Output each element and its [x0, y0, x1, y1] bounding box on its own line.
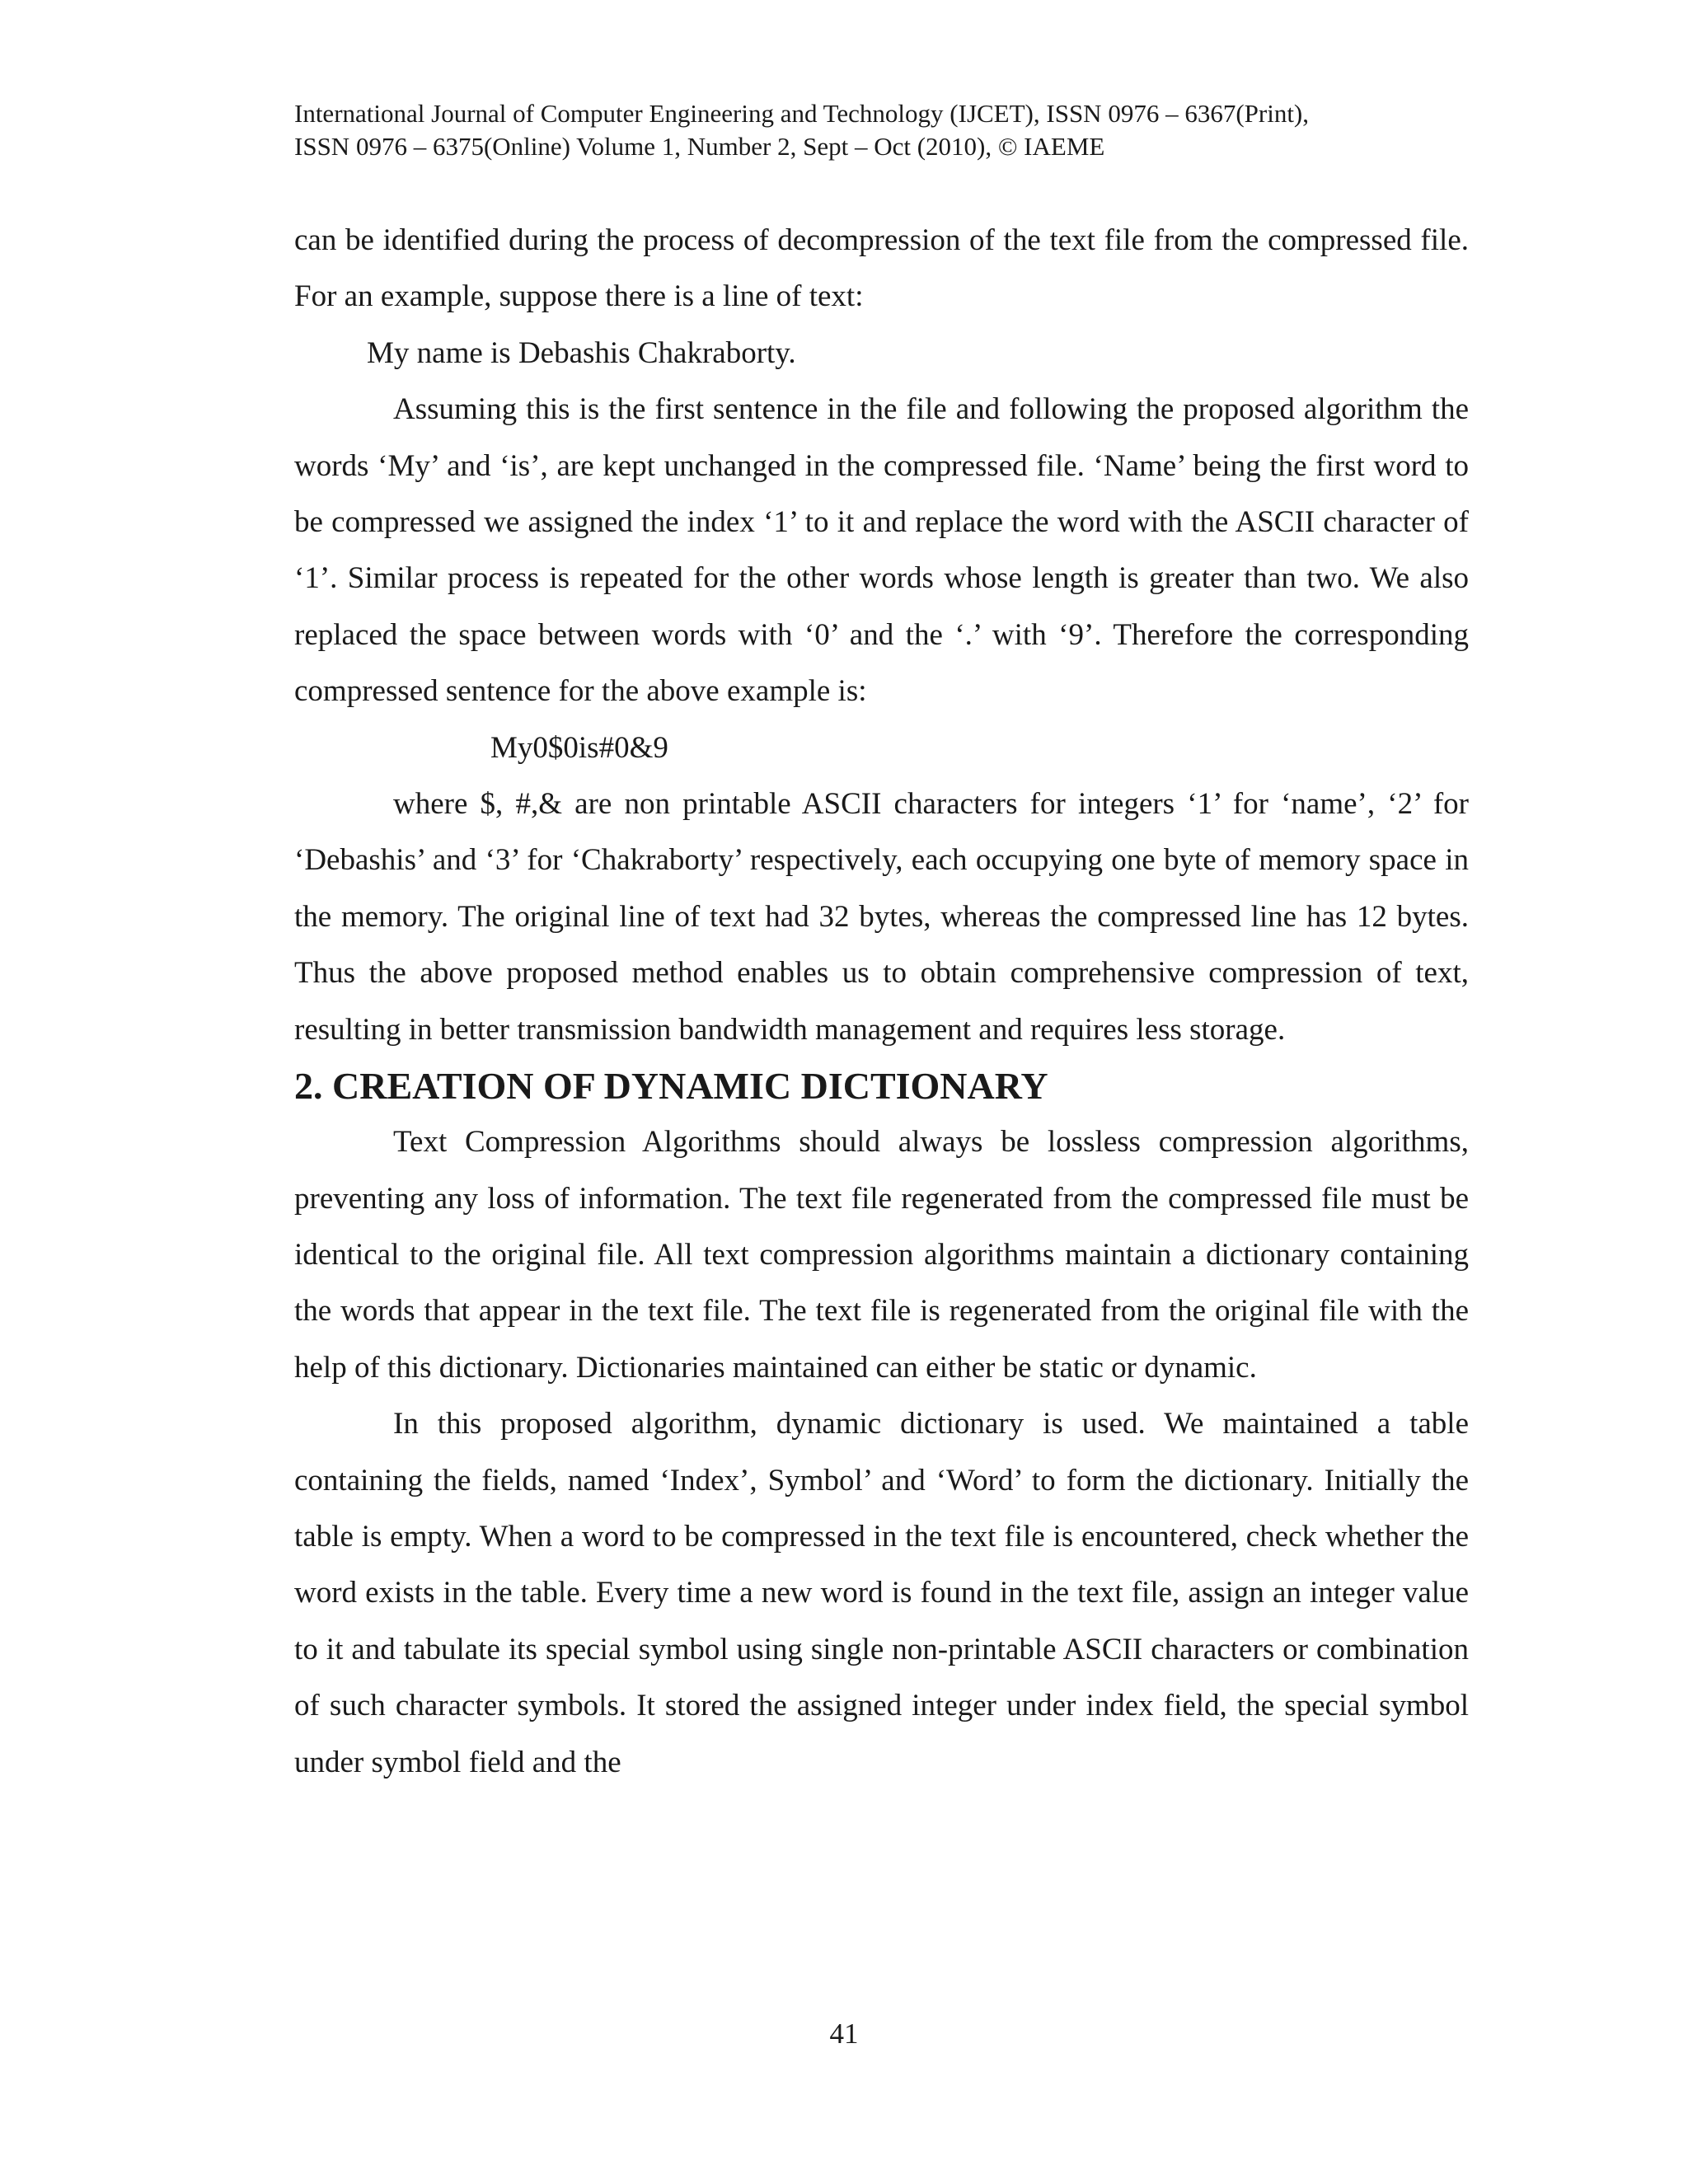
journal-header-line-2: ISSN 0976 – 6375(Online) Volume 1, Number 2, Sept – Oct (2010), © IAEME	[294, 132, 1105, 161]
compressed-example: My0$0is#0&9	[490, 730, 668, 765]
page-number: 41	[829, 2018, 859, 2050]
journal-header	[294, 97, 1481, 163]
journal-header-line-1: International Journal of Computer Engineering and Technology (IJCET), ISSN 0976 – 6367(Print),	[294, 99, 1310, 128]
body-text	[294, 213, 1469, 1791]
section-heading: 2. CREATION OF DYNAMIC DICTIONARY	[294, 1065, 1048, 1108]
example-sentence: My name is Debashis Chakraborty.	[367, 335, 796, 370]
paragraph-text-compression: Text Compression Algorithms should always be lossless compression algorithms, preventing any loss of information. The text file regenerated from the compressed file must be identical to the original file. All text compression algorithms maintain a dictionary containing the words that appear in the text file. The text file is regenerated from the original file with the help of this dictionary. Dictionaries maintained can either be static or dynamic.	[294, 1125, 1469, 1385]
paragraph-continuation: can be identified during the process of decompression of the text file from the compressed file. For an example, suppose there is a line of text:	[294, 223, 1469, 314]
paragraph-where: where $, #,& are non printable ASCII characters for integers ‘1’ for ‘name’, ‘2’ for ‘Debashis’ and ‘3’ for ‘Chakraborty’ respectively, each occupying one byte of memory space in the memory. The original line of text had 32 bytes, whereas the compressed line has 12 bytes. Thus the above proposed method enables us to obtain comprehensive compression of text, resulting in better transmission bandwidth management and requires less storage.	[294, 787, 1469, 1047]
paragraph-assuming: Assuming this is the first sentence in the file and following the proposed algorithm the words ‘My’ and ‘is’, are kept unchanged in the compressed file. ‘Name’ being the first word to be compressed we assigned the index ‘1’ to it and replace the word with the ASCII character of ‘1’. Similar process is repeated for the other words whose length is greater than two. We also replaced the space between words with ‘0’ and the ‘.’ with ‘9’. Therefore the corresponding compressed sentence for the above example is:	[294, 392, 1469, 709]
paragraph-dynamic-dictionary: In this proposed algorithm, dynamic dictionary is used. We maintained a table containing the fields, named ‘Index’, Symbol’ and ‘Word’ to form the dictionary. Initially the table is empty. When a word to be compressed in the text file is encountered, check whether the word exists in the table. Every time a new word is found in the text file, assign an integer value to it and tabulate its special symbol using single non-printable ASCII characters or combination of such character symbols. It stored the assigned integer under index field, the special symbol under symbol field and the	[294, 1407, 1469, 1779]
